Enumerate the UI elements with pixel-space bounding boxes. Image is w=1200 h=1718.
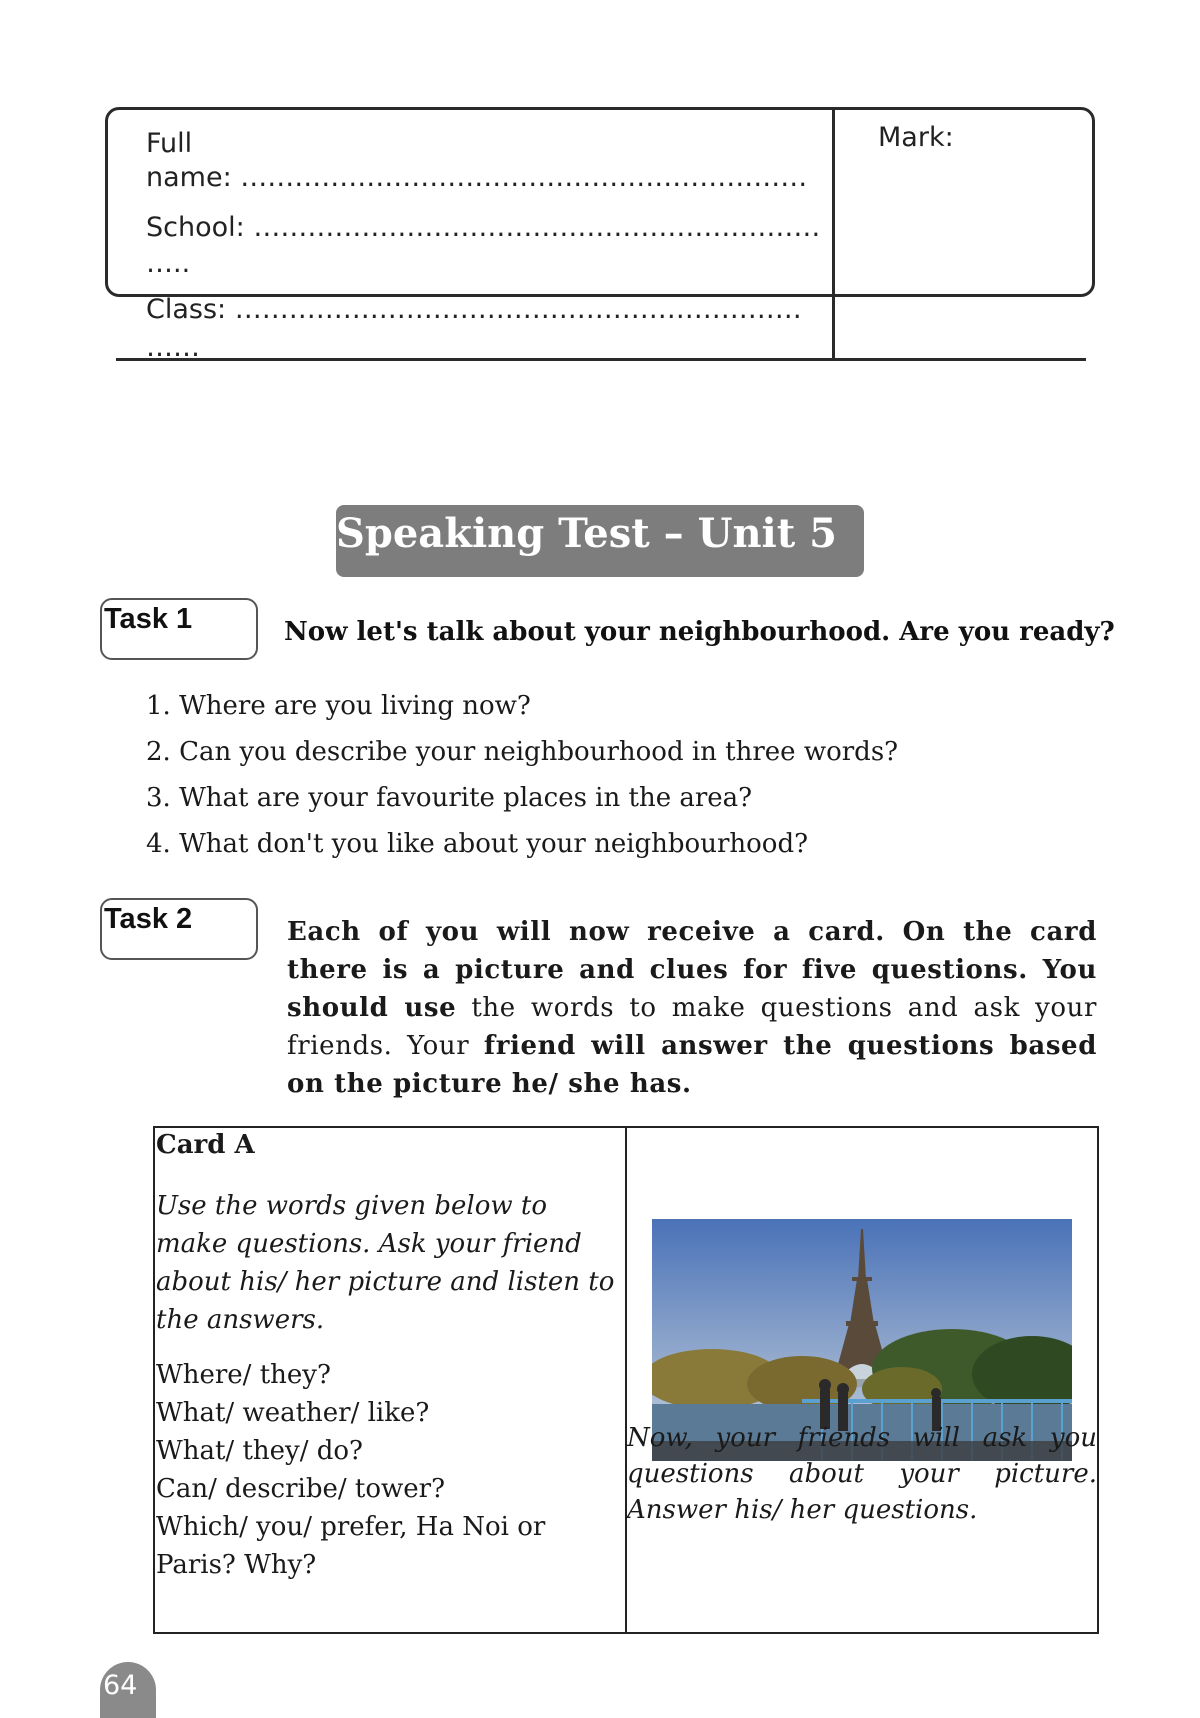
task2-text-regular: the words to make questions and ask your friends. Your [287, 993, 1097, 1061]
school-field[interactable]: School: ……………………………………………………… [146, 212, 821, 243]
list-item: 2. Can you describe your neighbourhood in three words? [146, 737, 899, 767]
prompt-item: Paris? Why? [156, 1550, 317, 1580]
task1-label: Task 1 [104, 603, 193, 635]
task2-label: Task 2 [104, 903, 193, 935]
card-instruction: Use the words given below to make questions. Ask your friend about his/ her picture and listen to the answers. [156, 1191, 615, 1335]
prompt-item: What/ they/ do? [156, 1436, 363, 1466]
class-field[interactable]: Class: ……………………………………………………… [146, 294, 802, 325]
class-field-tail: …… [146, 332, 200, 363]
prompt-item: Which/ you/ prefer, Ha Noi or [156, 1512, 546, 1542]
card-prompts [156, 1356, 596, 1584]
card-right-instruction: Now, your friends will ask you questions about your picture. Answer his/ her questions. [627, 1423, 1097, 1525]
task2-text-bold-1: Each of you will now receive a card. On the card there is a picture and clues for five questions. You should use [287, 917, 1097, 1023]
card-title: Card A [156, 1130, 255, 1160]
full-name-field[interactable]: name: ……………………………………………………… [146, 162, 808, 193]
task2-text-bold-2: friend will answer the questions based on the picture he/ she has. [287, 1031, 1097, 1099]
school-field-tail: ….. [146, 248, 191, 279]
task2-instruction [287, 913, 1097, 1103]
info-divider [832, 107, 835, 361]
prompt-item: What/ weather/ like? [156, 1398, 430, 1428]
prompt-item: Where/ they? [156, 1360, 331, 1390]
list-item: 3. What are your favourite places in the area? [146, 783, 753, 813]
list-item: 4. What don't you like about your neighbourhood? [146, 829, 809, 859]
prompt-item: Can/ describe/ tower? [156, 1474, 446, 1504]
card-divider [625, 1126, 627, 1634]
page-title: Speaking Test – Unit 5 [336, 510, 837, 557]
page-number: 64 [103, 1670, 138, 1701]
info-bottom-line [116, 358, 1086, 361]
task1-questions [146, 683, 1046, 867]
full-name-label: Full [146, 128, 193, 159]
list-item: 1. Where are you living now? [146, 691, 531, 721]
mark-label: Mark: [878, 122, 954, 153]
task1-instruction: Now let's talk about your neighbourhood. Are you ready? [284, 617, 1115, 647]
